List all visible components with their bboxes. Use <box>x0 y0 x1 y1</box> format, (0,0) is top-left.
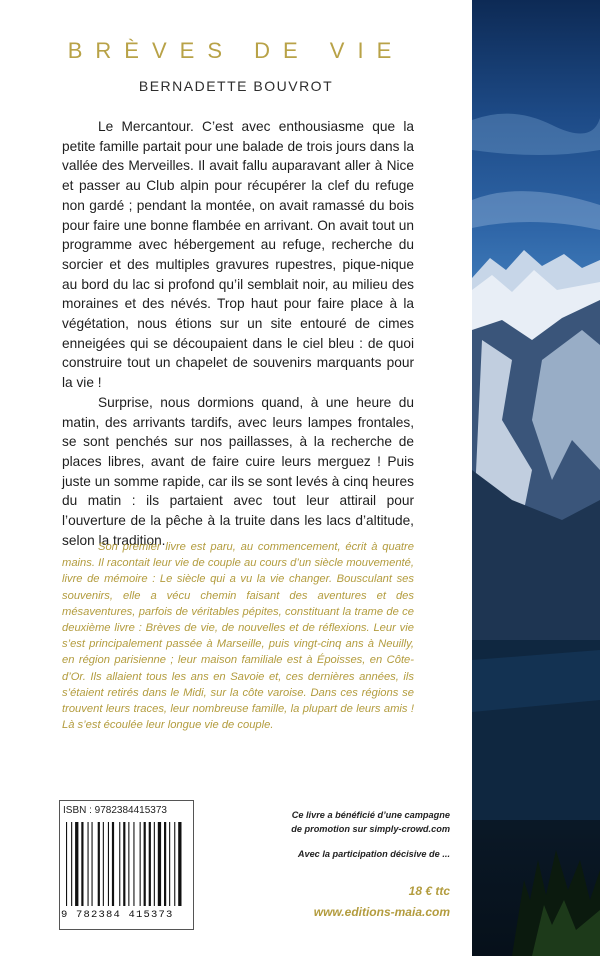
barcode-bar <box>108 822 109 906</box>
barcode-bar <box>178 822 181 906</box>
barcode-bar <box>98 822 100 906</box>
barcode-bar <box>128 822 129 906</box>
barcode-bar <box>92 822 93 906</box>
barcode-bar <box>174 822 175 906</box>
barcode-bar <box>123 822 125 906</box>
barcode-bar <box>149 822 151 906</box>
barcode-bar <box>119 822 120 906</box>
barcode-bar <box>112 822 114 906</box>
barcode-bar <box>140 822 141 906</box>
promo-line: Ce livre a bénéficié d’une campagne <box>291 810 450 820</box>
barcode-bar <box>169 822 170 906</box>
participation-text: Avec la participation décisive de ... <box>297 849 450 859</box>
mountain-landscape-image <box>472 0 600 956</box>
promo-line: de promotion sur simply-crowd.com <box>291 824 450 834</box>
barcode-bar <box>103 822 104 906</box>
excerpt-text <box>62 117 414 550</box>
barcode-bar <box>66 822 67 906</box>
promo-text <box>190 808 450 836</box>
barcode-bar <box>158 822 161 906</box>
author-name: BERNADETTE BOUVROT <box>138 78 334 94</box>
barcode-bar <box>81 822 83 906</box>
book-title: BRÈVES DE VIE <box>67 38 405 63</box>
barcode-bar <box>133 822 134 906</box>
barcode-bar <box>71 822 72 906</box>
barcode-bar <box>154 822 155 906</box>
barcode-bar <box>144 822 146 906</box>
barcode-bar <box>75 822 78 906</box>
barcode-number: 9 782384 415373 <box>61 909 174 921</box>
price: 18 € ttc <box>408 884 450 898</box>
author-bio: Son premier livre est paru, au commencement, écrit à quatre mains. Il racontait leur vie de couple au cours d’un siècle mouvementé, livre de mémoire : Le siècle qui a vu la vie changer. Bousculant ses souvenirs, elle a vécu chemin faisant des aventures et des mésaventures, parfois de véritables pépites, constituant la trame de ce deuxième livre : Brèves de vie, de nouvelles et de réflexions. Leur vie s’est principalement passée à Marseille, puis vingt-cinq ans à Neuilly, en région parisienne ; leur maison familiale est à Époisses, en Côte-d’Or. Ils allaient tous les ans en Savoie et, ces dernières années, ils s’étaient retirés dans le Midi, sur la côte varoise. Dans ces régions se trouvent leurs traces, leur nombreuse famille, la plupart de leurs amis ! Là s’est écoulée leur longue vie de couple. <box>62 541 414 732</box>
excerpt-paragraph: Surprise, nous dormions quand, à une heure du matin, des arrivants tardifs, avec leurs lampes frontales, se sont penchés sur nos paillasses, à la recherche de places libres, avant de faire cuire leurs merguez ! Puis juste un somme rapide, car ils se sont levés à cinq heures du matin : ils partaient avec tout leur attirail pour l’ouverture de la pêche à la truite dans les lacs d’altitude, selon la tradition. <box>62 394 414 548</box>
barcode-image <box>64 822 188 908</box>
excerpt-paragraph: Le Mercantour. C’est avec enthousiasme que la petite famille partait pour une balade de trois jours dans la vallée des Merveilles. Il avait fallu auparavant aller à Nice et passer au Club alpin pour récupérer la clef du refuge non gardé ; pendant la montée, on avait ramassé du bois pour faire une bonne flambée en arrivant. On avait tout un programme avec hébergement au refuge, recherche du sorcier et des multiples gravures rupestres, pique-nique au bord du lac si profond qu’il semblait noir, au milieu des moraines et des névés. Trop haut pour faire place à la végétation, nous étions sur un site entouré de cimes enneigées qui se découpaient dans le ciel bleu : de quoi construire tout un chapelet de souvenirs marquants pour la vie ! <box>62 119 414 391</box>
barcode-bar <box>164 822 166 906</box>
mountain-lake-photo-strip <box>472 0 600 956</box>
barcode-bar <box>88 822 89 906</box>
isbn-label: ISBN : 9782384415373 <box>63 805 167 816</box>
publisher-website: www.editions-maia.com <box>313 905 450 919</box>
